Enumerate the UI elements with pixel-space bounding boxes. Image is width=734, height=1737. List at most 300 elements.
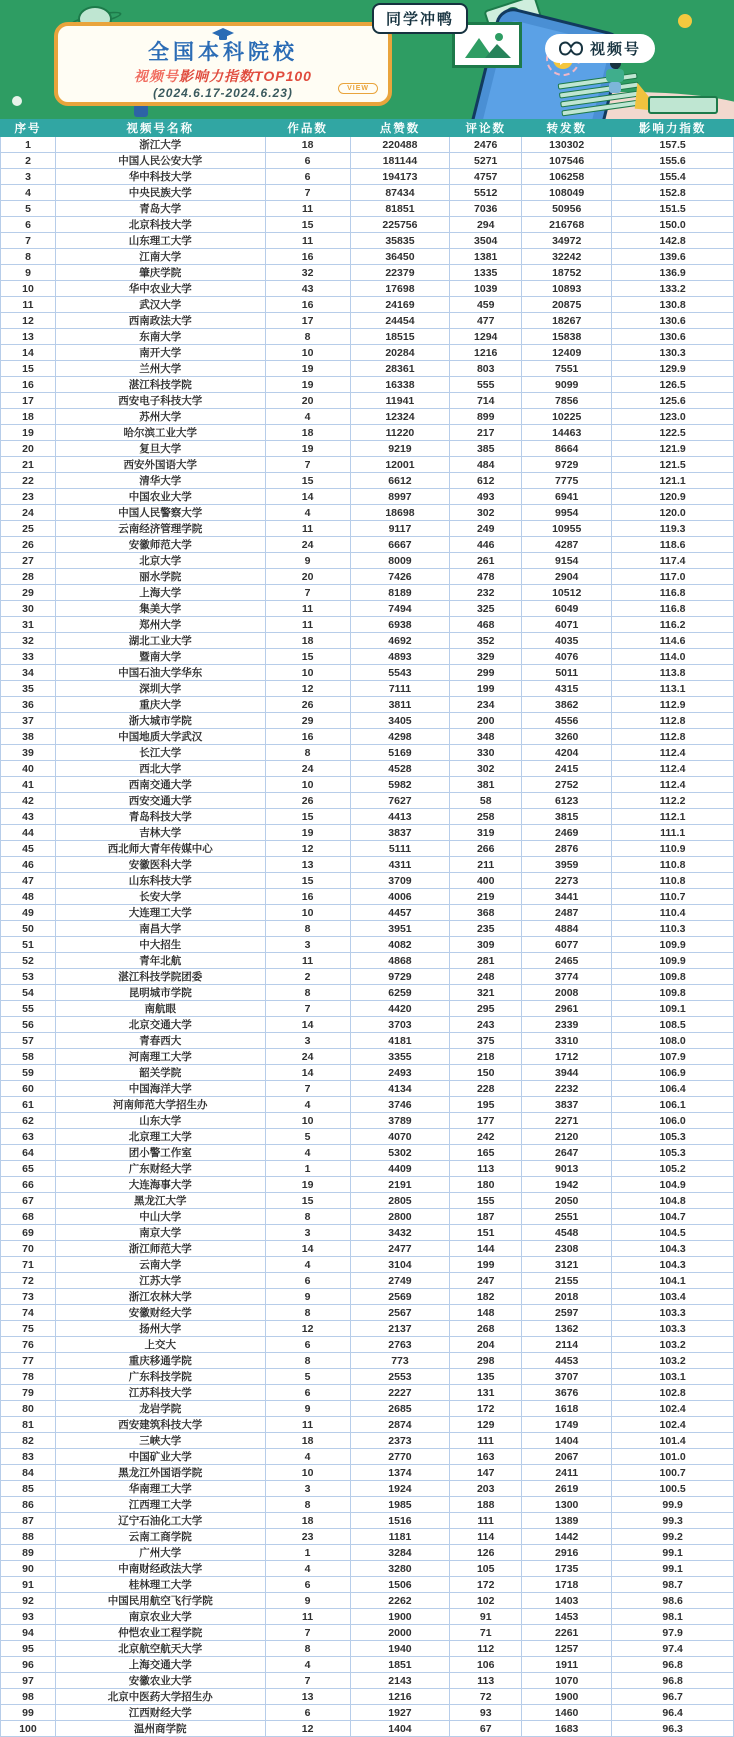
cell-works-count: 8 [265, 1305, 350, 1321]
cell-rank: 66 [1, 1177, 56, 1193]
cell-comments-count: 899 [450, 409, 522, 425]
cell-account-name: 上交大 [55, 1337, 265, 1353]
cell-works-count: 10 [265, 665, 350, 681]
cell-influence-index: 130.8 [612, 297, 734, 313]
cell-likes-count: 8009 [350, 553, 450, 569]
table-row [1, 441, 734, 457]
cell-account-name: 复旦大学 [55, 441, 265, 457]
table-row [1, 969, 734, 985]
table-row [1, 1481, 734, 1497]
table-row [1, 265, 734, 281]
cell-shares-count: 2647 [522, 1145, 612, 1161]
cell-shares-count: 7775 [522, 473, 612, 489]
cell-comments-count: 468 [450, 617, 522, 633]
cell-comments-count: 1039 [450, 281, 522, 297]
cell-comments-count: 4757 [450, 169, 522, 185]
cell-comments-count: 135 [450, 1369, 522, 1385]
cell-comments-count: 258 [450, 809, 522, 825]
cell-account-name: 湛江科技学院 [55, 377, 265, 393]
cell-comments-count: 91 [450, 1609, 522, 1625]
cell-likes-count: 7494 [350, 601, 450, 617]
cell-shares-count: 4287 [522, 537, 612, 553]
table-row [1, 1177, 734, 1193]
cell-comments-count: 294 [450, 217, 522, 233]
table-row [1, 1321, 734, 1337]
cell-rank: 93 [1, 1609, 56, 1625]
cell-rank: 74 [1, 1305, 56, 1321]
table-row [1, 697, 734, 713]
cell-influence-index: 112.4 [612, 745, 734, 761]
cell-account-name: 中国矿业大学 [55, 1449, 265, 1465]
cell-works-count: 15 [265, 809, 350, 825]
cell-rank: 70 [1, 1241, 56, 1257]
table-row [1, 233, 734, 249]
cell-shares-count: 8664 [522, 441, 612, 457]
cell-influence-index: 102.4 [612, 1417, 734, 1433]
cell-shares-count: 2551 [522, 1209, 612, 1225]
table-row [1, 1145, 734, 1161]
cell-account-name: 云南工商学院 [55, 1529, 265, 1545]
cell-comments-count: 478 [450, 569, 522, 585]
table-row [1, 1513, 734, 1529]
table-row [1, 553, 734, 569]
cell-account-name: 中国人民公安大学 [55, 153, 265, 169]
cell-rank: 51 [1, 937, 56, 953]
cell-influence-index: 98.6 [612, 1593, 734, 1609]
cell-rank: 71 [1, 1257, 56, 1273]
cell-shares-count: 2916 [522, 1545, 612, 1561]
cell-works-count: 7 [265, 585, 350, 601]
cell-shares-count: 4453 [522, 1353, 612, 1369]
table-row [1, 281, 734, 297]
cell-influence-index: 113.8 [612, 665, 734, 681]
header-shares-count: 转发数 [522, 120, 612, 137]
cell-rank: 87 [1, 1513, 56, 1529]
cell-influence-index: 96.7 [612, 1689, 734, 1705]
cell-comments-count: 1294 [450, 329, 522, 345]
cell-shares-count: 4548 [522, 1225, 612, 1241]
cell-account-name: 山东大学 [55, 1113, 265, 1129]
cell-rank: 17 [1, 393, 56, 409]
cell-rank: 79 [1, 1385, 56, 1401]
cell-rank: 99 [1, 1705, 56, 1721]
cell-comments-count: 187 [450, 1209, 522, 1225]
table-row [1, 1545, 734, 1561]
cell-account-name: 东南大学 [55, 329, 265, 345]
cell-likes-count: 12001 [350, 457, 450, 473]
cell-likes-count: 3709 [350, 873, 450, 889]
cell-likes-count: 2191 [350, 1177, 450, 1193]
cell-works-count: 9 [265, 1289, 350, 1305]
cell-works-count: 19 [265, 361, 350, 377]
cell-influence-index: 110.8 [612, 873, 734, 889]
cell-account-name: 浙大城市学院 [55, 713, 265, 729]
title-card [54, 22, 392, 106]
cell-comments-count: 131 [450, 1385, 522, 1401]
cell-works-count: 8 [265, 1209, 350, 1225]
cell-account-name: 苏州大学 [55, 409, 265, 425]
cell-comments-count: 261 [450, 553, 522, 569]
cell-likes-count: 3811 [350, 697, 450, 713]
cell-account-name: 温州商学院 [55, 1721, 265, 1737]
cell-account-name: 中大招生 [55, 937, 265, 953]
cell-shares-count: 32242 [522, 249, 612, 265]
cell-influence-index: 97.4 [612, 1641, 734, 1657]
cell-shares-count: 3260 [522, 729, 612, 745]
cell-works-count: 12 [265, 1321, 350, 1337]
cell-likes-count: 6938 [350, 617, 450, 633]
cell-shares-count: 106258 [522, 169, 612, 185]
cell-shares-count: 2271 [522, 1113, 612, 1129]
table-row [1, 329, 734, 345]
cell-shares-count: 2339 [522, 1017, 612, 1033]
cell-rank: 82 [1, 1433, 56, 1449]
cell-likes-count: 1374 [350, 1465, 450, 1481]
table-row [1, 361, 734, 377]
cell-shares-count: 2411 [522, 1465, 612, 1481]
cell-rank: 4 [1, 185, 56, 201]
cell-account-name: 暨南大学 [55, 649, 265, 665]
cell-shares-count: 3441 [522, 889, 612, 905]
cell-works-count: 7 [265, 185, 350, 201]
cell-likes-count: 2685 [350, 1401, 450, 1417]
cell-shares-count: 1300 [522, 1497, 612, 1513]
dot-decoration [12, 96, 22, 106]
cell-rank: 12 [1, 313, 56, 329]
cell-works-count: 4 [265, 1257, 350, 1273]
table-row [1, 793, 734, 809]
cell-works-count: 13 [265, 1689, 350, 1705]
cell-influence-index: 98.7 [612, 1577, 734, 1593]
cell-works-count: 14 [265, 489, 350, 505]
cell-works-count: 1 [265, 1545, 350, 1561]
cell-rank: 30 [1, 601, 56, 617]
cell-shares-count: 2018 [522, 1289, 612, 1305]
cell-influence-index: 121.9 [612, 441, 734, 457]
cell-account-name: 安徽农业大学 [55, 1673, 265, 1689]
cell-rank: 60 [1, 1081, 56, 1097]
cell-works-count: 16 [265, 889, 350, 905]
cell-likes-count: 9729 [350, 969, 450, 985]
cell-works-count: 4 [265, 505, 350, 521]
cell-shares-count: 3310 [522, 1033, 612, 1049]
cell-influence-index: 117.4 [612, 553, 734, 569]
cell-works-count: 1 [265, 1161, 350, 1177]
cell-works-count: 3 [265, 1225, 350, 1241]
cell-rank: 1 [1, 137, 56, 153]
cell-account-name: 桂林理工大学 [55, 1577, 265, 1593]
cell-rank: 63 [1, 1129, 56, 1145]
cell-shares-count: 7856 [522, 393, 612, 409]
table-row [1, 729, 734, 745]
cell-rank: 50 [1, 921, 56, 937]
cell-influence-index: 129.9 [612, 361, 734, 377]
dot-decoration [678, 14, 692, 28]
table-row [1, 345, 734, 361]
banner [0, 0, 734, 119]
cell-rank: 20 [1, 441, 56, 457]
cell-works-count: 23 [265, 1529, 350, 1545]
cell-likes-count: 2569 [350, 1289, 450, 1305]
graduation-cap-icon [212, 28, 234, 41]
cell-likes-count: 8997 [350, 489, 450, 505]
cell-shares-count: 2261 [522, 1625, 612, 1641]
cell-shares-count: 1070 [522, 1673, 612, 1689]
cell-comments-count: 72 [450, 1689, 522, 1705]
cell-influence-index: 118.6 [612, 537, 734, 553]
table-row [1, 1401, 734, 1417]
table-row [1, 1161, 734, 1177]
cell-comments-count: 234 [450, 697, 522, 713]
table-row [1, 1305, 734, 1321]
cell-rank: 40 [1, 761, 56, 777]
cell-rank: 11 [1, 297, 56, 313]
cell-comments-count: 446 [450, 537, 522, 553]
cell-works-count: 10 [265, 1465, 350, 1481]
cell-comments-count: 348 [450, 729, 522, 745]
cell-influence-index: 121.5 [612, 457, 734, 473]
cell-influence-index: 96.4 [612, 1705, 734, 1721]
cell-rank: 75 [1, 1321, 56, 1337]
cell-shares-count: 1389 [522, 1513, 612, 1529]
cell-comments-count: 204 [450, 1337, 522, 1353]
cell-likes-count: 4181 [350, 1033, 450, 1049]
cell-comments-count: 321 [450, 985, 522, 1001]
table-row [1, 1689, 734, 1705]
cell-account-name: 大连理工大学 [55, 905, 265, 921]
cell-influence-index: 96.3 [612, 1721, 734, 1737]
cell-account-name: 丽水学院 [55, 569, 265, 585]
view-badge: VIEW [338, 83, 378, 94]
cell-works-count: 7 [265, 1001, 350, 1017]
cell-account-name: 云南经济管理学院 [55, 521, 265, 537]
cell-influence-index: 113.1 [612, 681, 734, 697]
table-row [1, 249, 734, 265]
cell-rank: 10 [1, 281, 56, 297]
cell-rank: 97 [1, 1673, 56, 1689]
cell-influence-index: 104.3 [612, 1257, 734, 1273]
cell-works-count: 2 [265, 969, 350, 985]
channels-label: 视频号 [590, 41, 642, 58]
cell-works-count: 16 [265, 297, 350, 313]
cell-shares-count: 6049 [522, 601, 612, 617]
cell-shares-count: 6077 [522, 937, 612, 953]
cell-works-count: 19 [265, 441, 350, 457]
cell-shares-count: 3959 [522, 857, 612, 873]
table-row [1, 185, 734, 201]
cell-shares-count: 1460 [522, 1705, 612, 1721]
cell-account-name: 黑龙江外国语学院 [55, 1465, 265, 1481]
cell-works-count: 8 [265, 985, 350, 1001]
cell-likes-count: 3789 [350, 1113, 450, 1129]
table-row [1, 1097, 734, 1113]
cell-account-name: 华南理工大学 [55, 1481, 265, 1497]
cell-influence-index: 150.0 [612, 217, 734, 233]
cell-works-count: 14 [265, 1241, 350, 1257]
cell-account-name: 长安大学 [55, 889, 265, 905]
cell-likes-count: 16338 [350, 377, 450, 393]
cell-account-name: 长江大学 [55, 745, 265, 761]
cell-likes-count: 1216 [350, 1689, 450, 1705]
cell-influence-index: 120.0 [612, 505, 734, 521]
cell-influence-index: 106.1 [612, 1097, 734, 1113]
cell-shares-count: 18752 [522, 265, 612, 281]
cell-shares-count: 3944 [522, 1065, 612, 1081]
cell-works-count: 5 [265, 1129, 350, 1145]
cell-rank: 15 [1, 361, 56, 377]
cell-account-name: 中国人民警察大学 [55, 505, 265, 521]
cell-rank: 86 [1, 1497, 56, 1513]
cell-shares-count: 18267 [522, 313, 612, 329]
cell-influence-index: 112.8 [612, 729, 734, 745]
cell-shares-count: 4076 [522, 649, 612, 665]
cell-comments-count: 148 [450, 1305, 522, 1321]
cell-likes-count: 2800 [350, 1209, 450, 1225]
table-row [1, 889, 734, 905]
table-row [1, 201, 734, 217]
cell-likes-count: 5543 [350, 665, 450, 681]
cell-likes-count: 35835 [350, 233, 450, 249]
cell-comments-count: 105 [450, 1561, 522, 1577]
cell-likes-count: 4006 [350, 889, 450, 905]
cell-influence-index: 116.2 [612, 617, 734, 633]
cell-account-name: 华中农业大学 [55, 281, 265, 297]
cell-works-count: 11 [265, 601, 350, 617]
header-comments-count: 评论数 [450, 120, 522, 137]
cell-rank: 31 [1, 617, 56, 633]
speech-bubble: 同学冲鸭 [372, 3, 468, 34]
table-row [1, 1673, 734, 1689]
cell-shares-count: 3862 [522, 697, 612, 713]
table-row [1, 1273, 734, 1289]
table-row [1, 825, 734, 841]
cell-account-name: 青岛大学 [55, 201, 265, 217]
cell-influence-index: 130.6 [612, 329, 734, 345]
cell-rank: 24 [1, 505, 56, 521]
books-illustration [648, 96, 718, 114]
cell-works-count: 11 [265, 617, 350, 633]
cell-influence-index: 106.0 [612, 1113, 734, 1129]
table-row [1, 217, 734, 233]
cell-influence-index: 110.7 [612, 889, 734, 905]
cell-works-count: 18 [265, 633, 350, 649]
cell-comments-count: 298 [450, 1353, 522, 1369]
cell-rank: 36 [1, 697, 56, 713]
cell-shares-count: 107546 [522, 153, 612, 169]
cell-shares-count: 14463 [522, 425, 612, 441]
table-row [1, 1465, 734, 1481]
cell-comments-count: 329 [450, 649, 522, 665]
cell-influence-index: 105.3 [612, 1145, 734, 1161]
table-row [1, 505, 734, 521]
table-row [1, 1641, 734, 1657]
cell-comments-count: 2476 [450, 137, 522, 153]
cell-account-name: 浙江师范大学 [55, 1241, 265, 1257]
cell-works-count: 19 [265, 825, 350, 841]
cell-likes-count: 2227 [350, 1385, 450, 1401]
cell-account-name: 三峡大学 [55, 1433, 265, 1449]
cell-account-name: 北京理工大学 [55, 1129, 265, 1145]
table-row [1, 601, 734, 617]
cell-comments-count: 302 [450, 505, 522, 521]
cell-works-count: 10 [265, 777, 350, 793]
table-row [1, 777, 734, 793]
cell-shares-count: 108049 [522, 185, 612, 201]
cell-influence-index: 103.3 [612, 1321, 734, 1337]
cell-rank: 49 [1, 905, 56, 921]
cell-works-count: 3 [265, 1481, 350, 1497]
cell-works-count: 20 [265, 569, 350, 585]
cell-shares-count: 2487 [522, 905, 612, 921]
cell-works-count: 15 [265, 873, 350, 889]
cell-likes-count: 1927 [350, 1705, 450, 1721]
cell-shares-count: 1735 [522, 1561, 612, 1577]
table-row [1, 1497, 734, 1513]
cell-rank: 48 [1, 889, 56, 905]
cell-comments-count: 228 [450, 1081, 522, 1097]
table-row [1, 297, 734, 313]
cell-likes-count: 4134 [350, 1081, 450, 1097]
cell-account-name: 西南交通大学 [55, 777, 265, 793]
cell-comments-count: 218 [450, 1049, 522, 1065]
cell-influence-index: 116.8 [612, 585, 734, 601]
cell-influence-index: 121.1 [612, 473, 734, 489]
cell-shares-count: 9099 [522, 377, 612, 393]
cell-comments-count: 113 [450, 1673, 522, 1689]
table-row [1, 313, 734, 329]
cell-shares-count: 12409 [522, 345, 612, 361]
cell-rank: 91 [1, 1577, 56, 1593]
cell-influence-index: 155.4 [612, 169, 734, 185]
cell-likes-count: 6667 [350, 537, 450, 553]
cell-comments-count: 195 [450, 1097, 522, 1113]
cell-shares-count: 1362 [522, 1321, 612, 1337]
table-row [1, 617, 734, 633]
cell-rank: 32 [1, 633, 56, 649]
banner-subtitle [134, 66, 312, 86]
cell-likes-count: 5111 [350, 841, 450, 857]
banner-subtitle-part2: 影响力指数TOP100 [179, 68, 312, 84]
cell-works-count: 15 [265, 1193, 350, 1209]
cell-rank: 94 [1, 1625, 56, 1641]
cell-comments-count: 93 [450, 1705, 522, 1721]
cell-likes-count: 1404 [350, 1721, 450, 1737]
cell-works-count: 12 [265, 841, 350, 857]
cell-comments-count: 248 [450, 969, 522, 985]
cell-rank: 27 [1, 553, 56, 569]
cell-account-name: 黑龙江大学 [55, 1193, 265, 1209]
cell-likes-count: 28361 [350, 361, 450, 377]
cell-rank: 100 [1, 1721, 56, 1737]
cell-rank: 89 [1, 1545, 56, 1561]
cell-account-name: 江西理工大学 [55, 1497, 265, 1513]
table-row [1, 569, 734, 585]
table-row [1, 1561, 734, 1577]
cell-likes-count: 6612 [350, 473, 450, 489]
cell-account-name: 辽宁石油化工大学 [55, 1513, 265, 1529]
cell-likes-count: 2373 [350, 1433, 450, 1449]
table-row [1, 953, 734, 969]
cell-likes-count: 9117 [350, 521, 450, 537]
cell-influence-index: 101.0 [612, 1449, 734, 1465]
cell-comments-count: 400 [450, 873, 522, 889]
cell-comments-count: 106 [450, 1657, 522, 1673]
cell-rank: 6 [1, 217, 56, 233]
cell-account-name: 西安建筑科技大学 [55, 1417, 265, 1433]
cell-account-name: 江南大学 [55, 249, 265, 265]
cell-likes-count: 4409 [350, 1161, 450, 1177]
cell-likes-count: 1181 [350, 1529, 450, 1545]
